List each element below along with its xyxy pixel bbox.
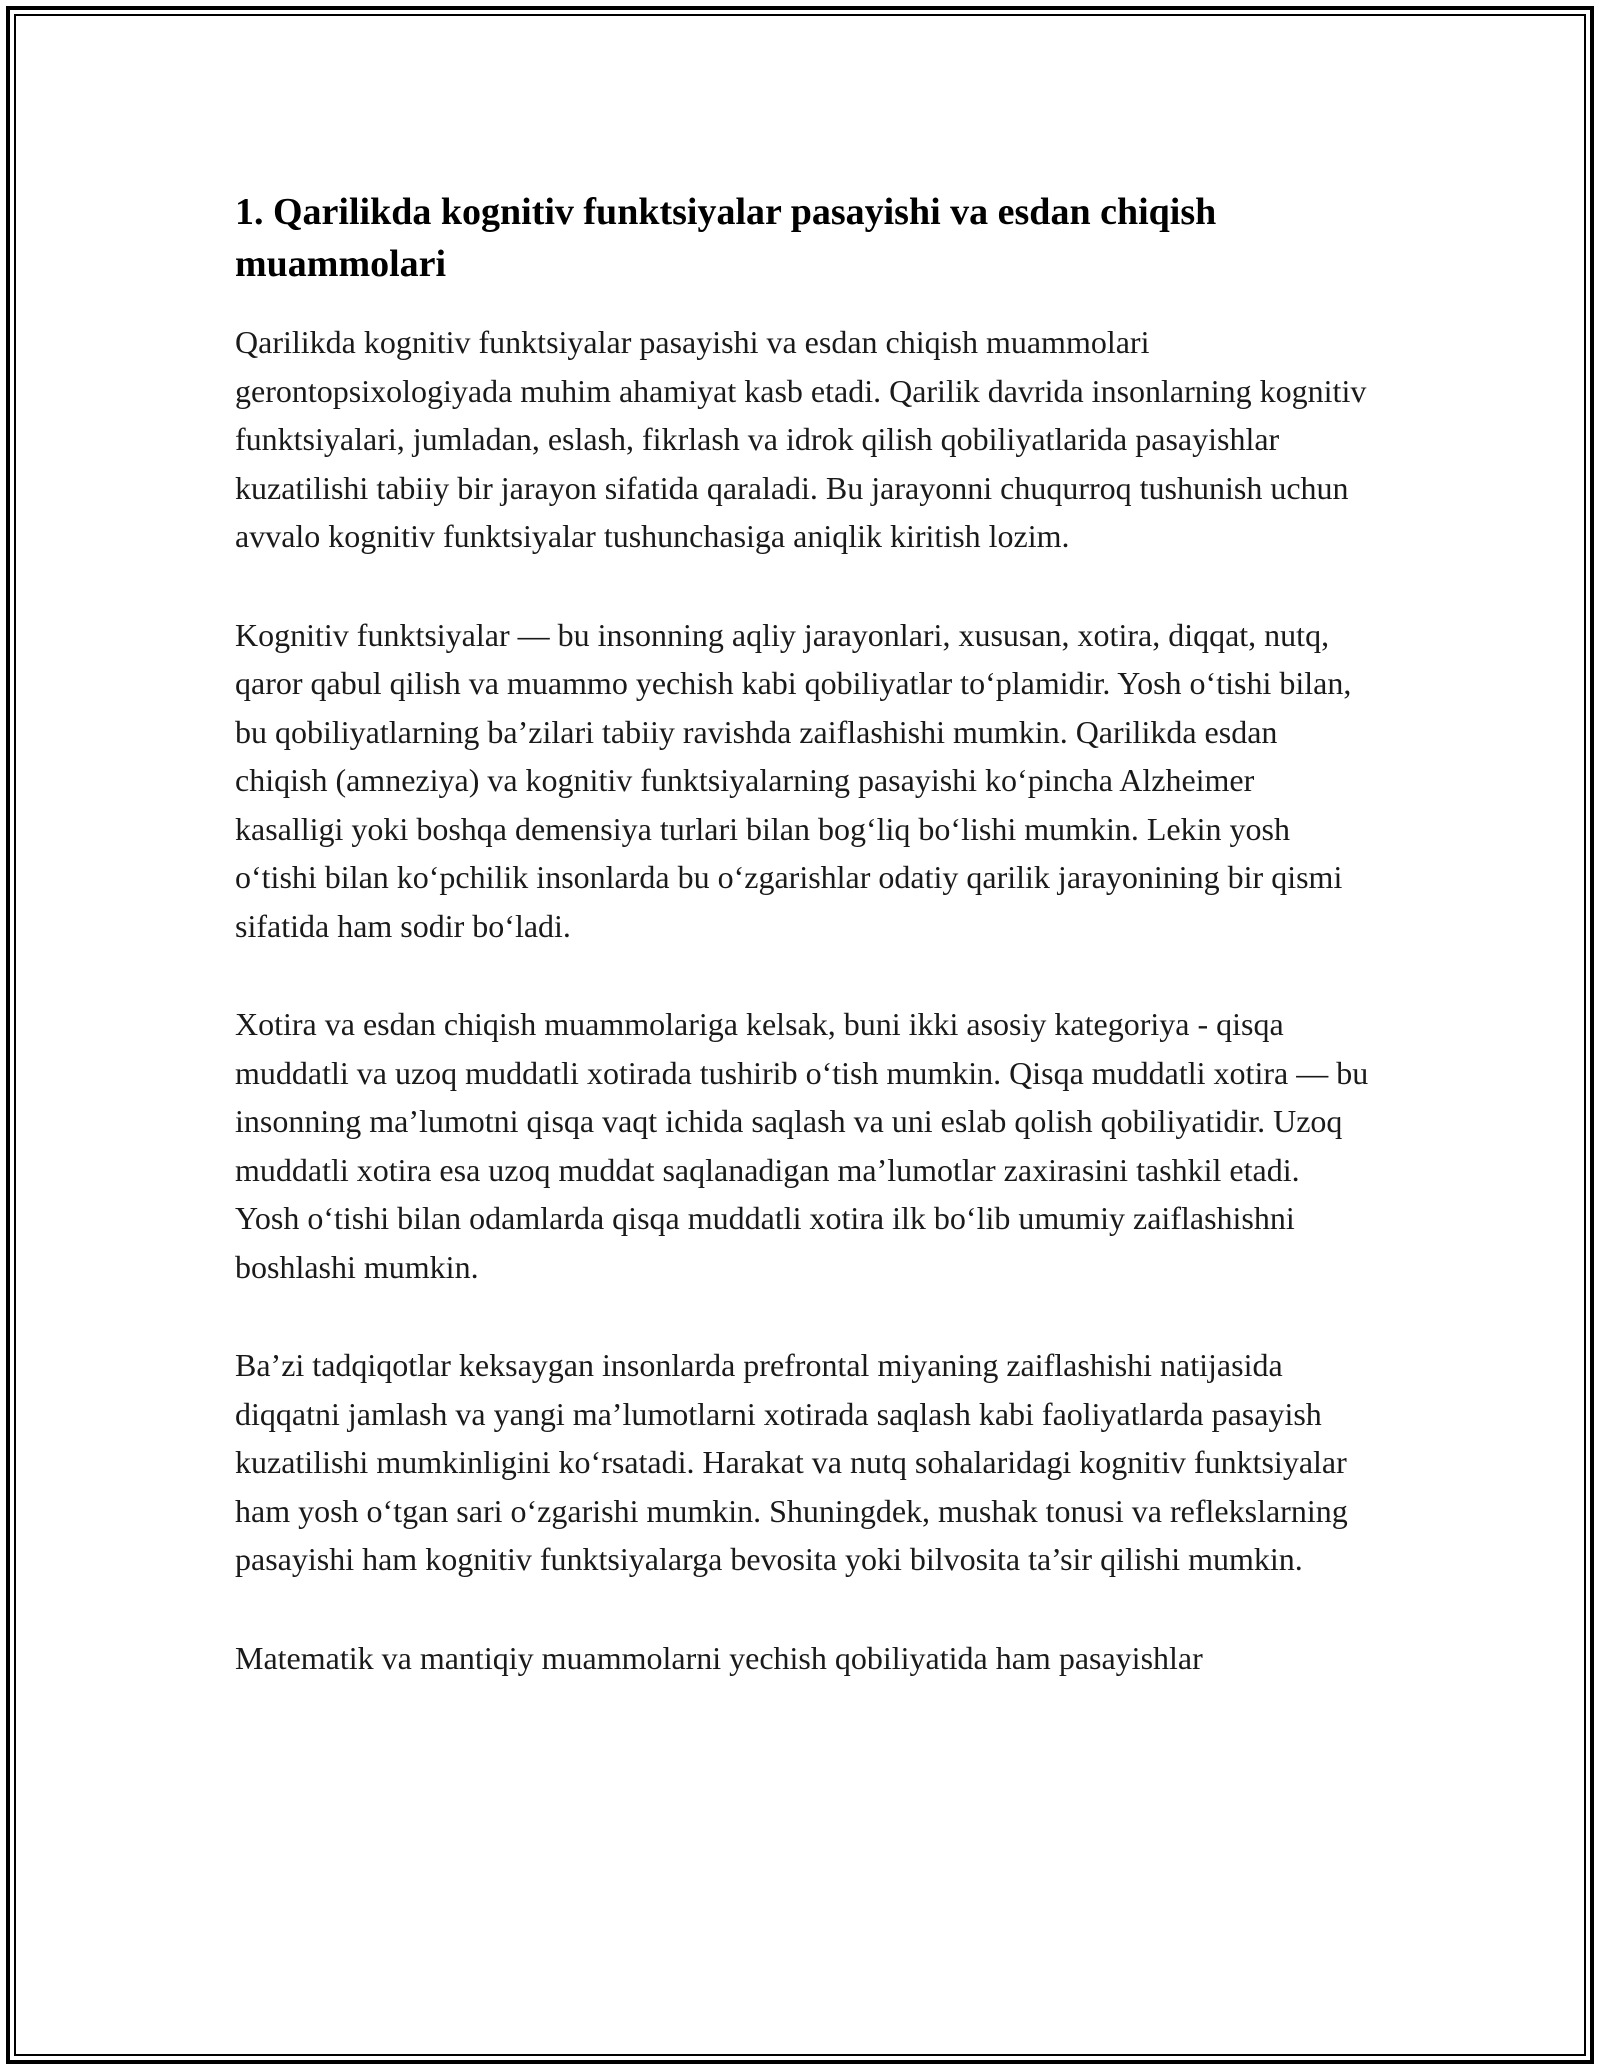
paragraph-2: Kognitiv funktsiyalar — bu insonning aqliy jarayonlari, xususan, xotira, diqqat, nutq, qaror qabul qilish va muammo yechish kabi qobiliyatlar to‘plamidir. Yosh o‘tishi bilan, bu qobiliyatlarning ba’zilari tabiiy ravishda zaiflashishi mumkin. Qarilikda esdan chiqish (amneziya) va kognitiv funktsiyalarning pasayishi ko‘pincha Alzheimer kasalligi yoki boshqa demensiya turlari bilan bog‘liq bo‘lishi mumkin. Lekin yosh o‘tishi bilan ko‘pchilik insonlarda bu o‘zgarishlar odatiy qarilik jarayonining bir qismi sifatida ham sodir bo‘ladi. bbox=[235, 616, 1352, 944]
paragraph-1: Qarilikda kognitiv funktsiyalar pasayishi va esdan chiqish muammolari gerontopsixologiyada muhim ahamiyat kasb etadi. Qarilik davrida insonlarning kognitiv funktsiyalari, jumladan, eslash, fikrlash va idrok qilish qobiliyatlarida pasayishlar kuzatilishi tabiiy bir jarayon sifatida qaraladi. Bu jarayonni chuqurroq tushunish uchun avvalo kognitiv funktsiyalar tushunchasiga aniqlik kiritish lozim. bbox=[235, 324, 1367, 554]
paragraph-3: Xotira va esdan chiqish muammolariga kelsak, buni ikki asosiy kategoriya - qisqa muddatli va uzoq muddatli xotirada tushirib o‘tish mumkin. Qisqa muddatli xotira — bu insonning ma’lumotni qisqa vaqt ichida saqlash va uni eslab qolish qobiliyatidir. Uzoq muddatli xotira esa uzoq muddat saqlanadigan ma’lumotlar zaxirasini tashkil etadi. Yosh o‘tishi bilan odamlarda qisqa muddatli xotira ilk bo‘lib umumiy zaiflashishni boshlashi mumkin. bbox=[235, 1006, 1369, 1285]
paragraph-4: Ba’zi tadqiqotlar keksaygan insonlarda prefrontal miyaning zaiflashishi natijasida diqqatni jamlash va yangi ma’lumotlarni xotirada saqlash kabi faoliyatlarda pasayish kuzatilishi mumkinligini ko‘rsatadi. Harakat va nutq sohalaridagi kognitiv funktsiyalar ham yosh o‘tgan sari o‘zgarishi mumkin. Shuningdek, mushak tonusi va reflekslarning pasayishi ham kognitiv funktsiyalarga bevosita yoki bilvosita ta’sir qilishi mumkin. bbox=[235, 1347, 1348, 1577]
paragraph-5: Matematik va mantiqiy muammolarni yechish qobiliyatida ham pasayishlar bbox=[235, 1639, 1203, 1676]
document-body bbox=[235, 186, 1370, 1732]
section-heading: 1. Qarilikda kognitiv funktsiyalar pasayishi va esdan chiqish muammolari bbox=[235, 191, 1217, 285]
